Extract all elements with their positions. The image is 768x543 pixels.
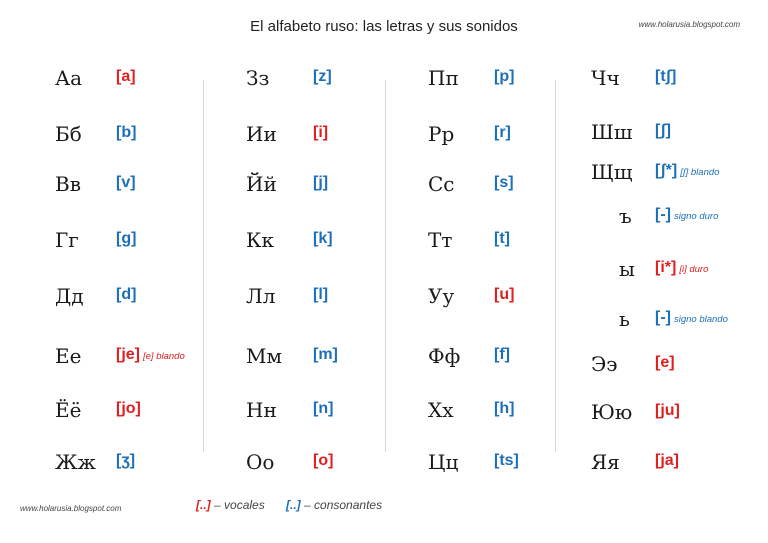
letter-glyph: Уу: [428, 284, 455, 308]
letter-glyph: Лл: [246, 284, 276, 308]
sound-transcription: [ts]: [494, 452, 519, 469]
letter-sound: [313, 174, 328, 192]
sound-note: [ʃ] blando: [680, 167, 720, 178]
letter-sound: [494, 174, 514, 192]
letter-sound: [116, 286, 136, 304]
letter-glyph: Жж: [55, 450, 96, 474]
sound-transcription: [ʃ]: [655, 122, 671, 139]
letter-sound: [313, 286, 328, 304]
sound-transcription: [g]: [116, 230, 137, 247]
sound-transcription: [z]: [313, 68, 332, 85]
sound-transcription: [ʒ]: [116, 452, 136, 469]
letter-glyph: Чч: [591, 66, 620, 90]
letter-glyph: ы: [619, 257, 635, 281]
letter-glyph: Ии: [246, 122, 277, 146]
sound-note: signo duro: [673, 211, 719, 222]
letter-sound: [494, 124, 511, 142]
column-divider-2: [385, 80, 386, 452]
sound-transcription: [v]: [116, 174, 136, 191]
letter-sound: [313, 230, 333, 248]
letter-glyph: Тт: [428, 228, 453, 252]
letter-sound: [116, 400, 141, 418]
sound-transcription: [i*]: [655, 259, 677, 276]
letter-sound: [313, 346, 338, 364]
letter-glyph: Зз: [246, 66, 270, 90]
sound-transcription: [k]: [313, 230, 333, 247]
letter-sound: [655, 354, 675, 372]
letter-sound: [655, 309, 728, 327]
letter-glyph: Цц: [428, 450, 459, 474]
sound-transcription: [jo]: [116, 400, 141, 417]
letter-glyph: Сс: [428, 172, 455, 196]
letter-glyph: Хх: [428, 398, 454, 422]
letter-glyph: Кк: [246, 228, 274, 252]
sound-transcription: [tʃ]: [655, 68, 677, 85]
sound-transcription: [i]: [313, 124, 329, 141]
letter-sound: [494, 68, 514, 86]
column-divider-1: [203, 80, 204, 452]
letter-sound: [116, 68, 136, 86]
sound-transcription: [s]: [494, 174, 514, 191]
letter-sound: [494, 230, 510, 248]
legend-vowel-mark: [..]: [196, 498, 211, 512]
site-url-top: www.holarusia.blogspot.com: [638, 20, 740, 29]
column-divider-3: [555, 80, 556, 452]
page-title: El alfabeto ruso: las letras y sus sonidos: [250, 18, 518, 35]
sound-transcription: [h]: [494, 400, 515, 417]
letter-glyph: Гг: [55, 228, 79, 252]
sound-transcription: [e]: [655, 354, 675, 371]
letter-sound: [494, 346, 510, 364]
letter-glyph: Шш: [591, 120, 633, 144]
sound-transcription: [t]: [494, 230, 510, 247]
sound-transcription: [o]: [313, 452, 334, 469]
letter-sound: [655, 402, 680, 420]
sound-transcription: [m]: [313, 346, 338, 363]
legend-vowels: [196, 498, 265, 512]
letter-sound: [655, 259, 708, 277]
letter-glyph: Мм: [246, 344, 283, 368]
sound-transcription: [ja]: [655, 452, 679, 469]
letter-sound: [655, 452, 679, 470]
sound-transcription: [r]: [494, 124, 511, 141]
letter-glyph: Оо: [246, 450, 275, 474]
sound-transcription: [-]: [655, 206, 671, 223]
letter-sound: [313, 452, 333, 470]
letter-glyph: Йй: [246, 172, 277, 196]
letter-sound: [313, 124, 328, 142]
sound-note: signo blando: [673, 314, 728, 325]
sound-transcription: [d]: [116, 286, 137, 303]
letter-glyph: Нн: [246, 398, 277, 422]
letter-glyph: Вв: [55, 172, 81, 196]
site-url-bottom: www.holarusia.blogspot.com: [20, 504, 122, 513]
letter-sound: [313, 400, 333, 418]
letter-sound: [655, 206, 718, 224]
sound-note: [i] duro: [679, 264, 709, 275]
sound-transcription: [ʃ*]: [655, 162, 678, 179]
letter-glyph: Пп: [428, 66, 459, 90]
sound-transcription: [ju]: [655, 402, 680, 419]
letter-glyph: Аа: [55, 66, 83, 90]
sound-transcription: [-]: [655, 309, 671, 326]
sound-transcription: [l]: [313, 286, 329, 303]
letter-sound: [116, 124, 136, 142]
sound-transcription: [f]: [494, 346, 510, 363]
sound-transcription: [p]: [494, 68, 515, 85]
sound-note: [e] blando: [143, 351, 185, 362]
legend-vowel-text: – vocales: [214, 498, 265, 512]
letter-glyph: Бб: [55, 122, 82, 146]
letter-glyph: Фф: [428, 344, 461, 368]
letter-glyph: Ээ: [591, 352, 618, 376]
letter-glyph: Щщ: [591, 160, 633, 184]
sound-transcription: [u]: [494, 286, 515, 303]
letter-sound: [116, 346, 185, 364]
letter-glyph: ъ: [619, 204, 632, 228]
sound-transcription: [j]: [313, 174, 329, 191]
letter-sound: [655, 162, 719, 180]
letter-glyph: Дд: [55, 284, 84, 308]
letter-glyph: Юю: [591, 400, 633, 424]
sound-transcription: [n]: [313, 400, 334, 417]
legend-consonants: [286, 498, 382, 512]
letter-sound: [313, 68, 332, 86]
letter-sound: [116, 230, 136, 248]
letter-glyph: ь: [619, 307, 630, 331]
letter-sound: [116, 174, 136, 192]
letter-sound: [655, 68, 676, 86]
letter-sound: [494, 452, 519, 470]
sound-transcription: [b]: [116, 124, 137, 141]
letter-glyph: Ёё: [55, 398, 82, 422]
letter-glyph: Ее: [55, 344, 82, 368]
letter-sound: [116, 452, 135, 470]
legend-consonant-mark: [..]: [286, 498, 301, 512]
sound-transcription: [a]: [116, 68, 136, 85]
letter-sound: [494, 286, 514, 304]
letter-sound: [494, 400, 514, 418]
letter-glyph: Яя: [591, 450, 620, 474]
letter-glyph: Рр: [428, 122, 455, 146]
letter-sound: [655, 122, 671, 140]
sound-transcription: [je]: [116, 346, 140, 363]
legend-consonant-text: – consonantes: [304, 498, 383, 512]
